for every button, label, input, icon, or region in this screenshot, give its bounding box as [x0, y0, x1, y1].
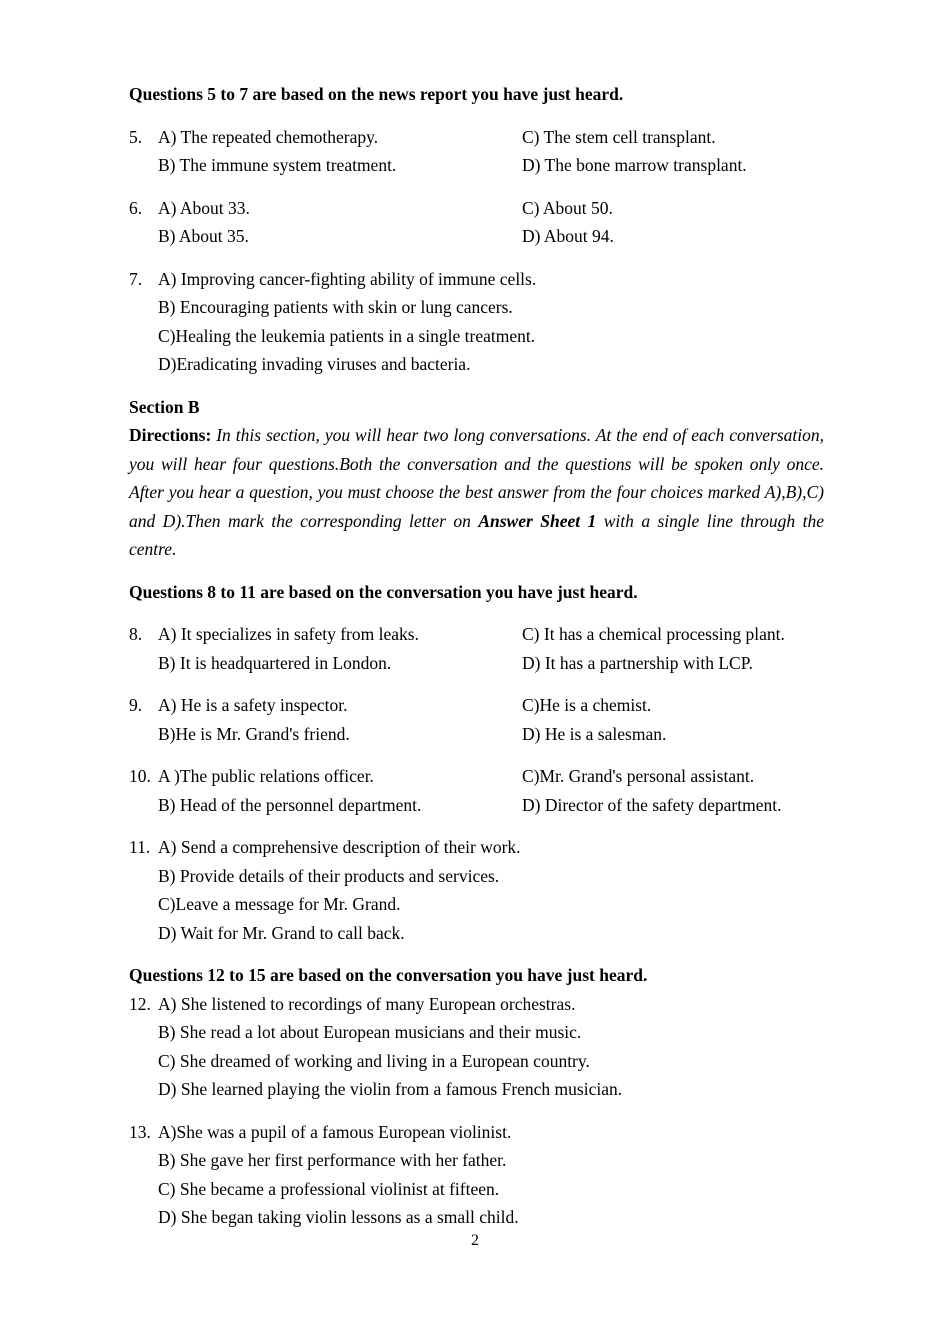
question-13 [129, 1118, 824, 1232]
question-number: 11. [129, 837, 151, 857]
question-9 [129, 691, 824, 748]
option-a: A) About 33. [158, 197, 250, 218]
option-d: D)Eradicating invading viruses and bacteria. [158, 354, 471, 374]
questions-12-15-heading: Questions 12 to 15 are based on the conversation you have just heard. [129, 965, 648, 985]
question-5 [129, 123, 824, 180]
section-b-title: Section B [129, 396, 200, 417]
option-b: B) About 35. [158, 226, 249, 246]
option-d: D) Wait for Mr. Grand to call back. [158, 922, 405, 943]
option-a: A) She listened to recordings of many European orchestras. [158, 993, 576, 1014]
option-d: D) About 94. [522, 226, 614, 246]
option-b: B) Encouraging patients with skin or lung cancers. [158, 297, 513, 317]
option-a: A) He is a safety inspector. [158, 695, 348, 715]
option-c: C) It has a chemical processing plant. [522, 624, 785, 644]
questions-8-11-heading: Questions 8 to 11 are based on the conversation you have just heard. [129, 581, 638, 602]
option-c: C)Mr. Grand's personal assistant. [522, 766, 755, 786]
question-12 [129, 990, 824, 1104]
option-b: B) Provide details of their products and services. [158, 865, 500, 886]
option-b: B)He is Mr. Grand's friend. [158, 723, 350, 744]
option-d: D) The bone marrow transplant. [522, 155, 747, 175]
answer-sheet-label: Answer Sheet 1 [478, 510, 597, 531]
option-b: B) The immune system treatment. [158, 155, 397, 175]
question-number: 10. [129, 766, 151, 786]
question-11 [129, 833, 824, 947]
option-c: C) She became a professional violinist at fifteen. [158, 1178, 500, 1199]
option-a: A) The repeated chemotherapy. [158, 126, 379, 147]
exam-page [129, 80, 824, 1232]
option-b: B) She gave her first performance with her father. [158, 1150, 507, 1170]
option-a: A) It specializes in safety from leaks. [158, 624, 419, 644]
directions-label: Directions: [129, 425, 212, 445]
option-b: B) It is headquartered in London. [158, 652, 392, 673]
option-b: B) She read a lot about European musicians and their music. [158, 1022, 582, 1042]
option-a: A )The public relations officer. [158, 766, 374, 786]
question-8 [129, 620, 824, 677]
question-number: 5. [129, 126, 143, 147]
directions-text: In this section, you will hear two long conversations. At the end of each conversation, you will hear four questions.Both the conversation and the questions will be spoken only once. After you hear a question, you must choose the best answer from the four choices marked A),B),C) and D).Then mark the corresponding letter on [129, 425, 824, 531]
option-d: D) It has a partnership with LCP. [522, 652, 753, 673]
option-d: D) Director of the safety department. [522, 794, 782, 815]
question-6 [129, 194, 824, 251]
option-c: C) She dreamed of working and living in a European country. [158, 1050, 590, 1071]
option-b: B) Head of the personnel department. [158, 794, 422, 815]
option-c: C) About 50. [522, 197, 613, 218]
option-d: D) He is a salesman. [522, 723, 667, 744]
page-number: 2 [471, 1232, 479, 1249]
option-d: D) She learned playing the violin from a famous French musician. [158, 1079, 623, 1099]
option-d: D) She began taking violin lessons as a small child. [158, 1207, 519, 1227]
question-number: 13. [129, 1121, 151, 1142]
option-c: C) The stem cell transplant. [522, 126, 716, 147]
question-number: 9. [129, 695, 143, 715]
section-b-directions [129, 421, 824, 564]
question-number: 6. [129, 197, 143, 218]
question-number: 7. [129, 268, 143, 289]
question-10 [129, 762, 824, 819]
question-7 [129, 265, 824, 379]
option-c: C)Leave a message for Mr. Grand. [158, 894, 401, 914]
directions-text-end: with a single line through the centre. [129, 510, 825, 559]
option-c: C)Healing the leukemia patients in a single treatment. [158, 325, 536, 346]
option-c: C)He is a chemist. [522, 695, 652, 715]
question-number: 12. [129, 993, 151, 1014]
option-a: A) Improving cancer-fighting ability of immune cells. [158, 268, 537, 289]
option-a: A) Send a comprehensive description of their work. [158, 837, 521, 857]
question-number: 8. [129, 624, 143, 644]
questions-5-7-heading: Questions 5 to 7 are based on the news report you have just heard. [129, 84, 624, 104]
option-a: A)She was a pupil of a famous European violinist. [158, 1121, 512, 1142]
